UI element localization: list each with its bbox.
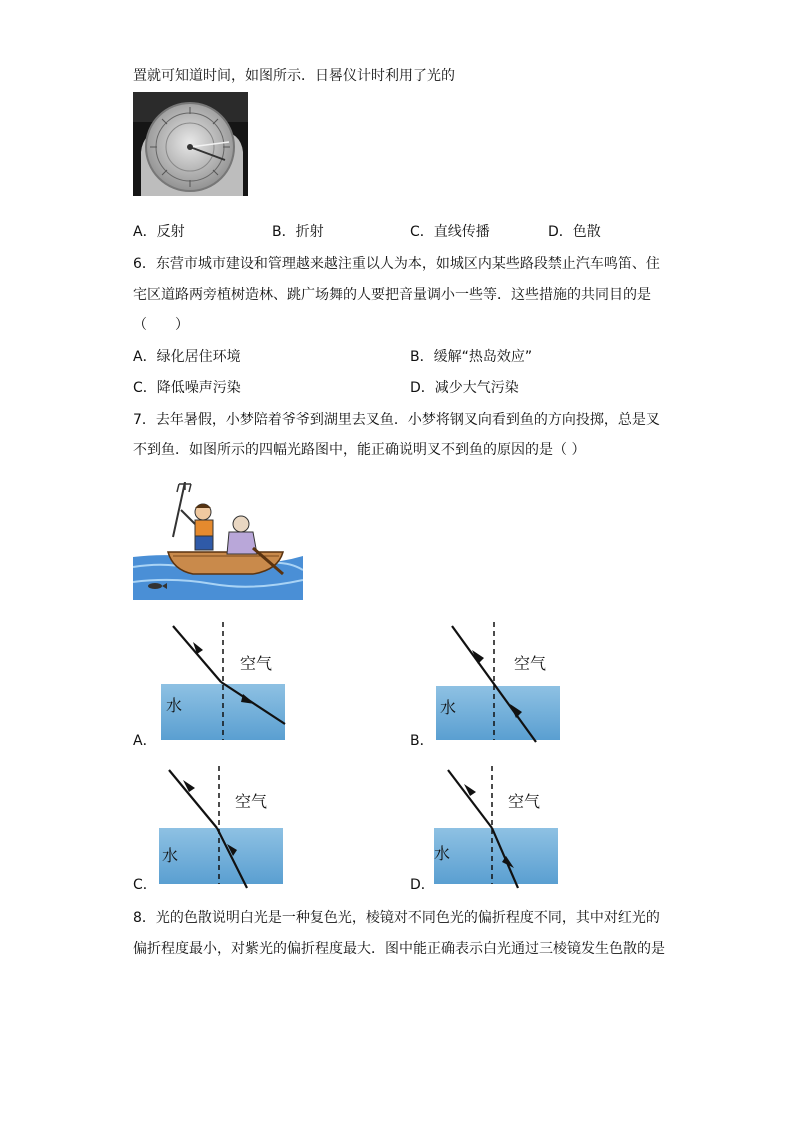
- q6-line-1: 6．东营市城市建设和管理越来越注重以人为本，如城区内某些路段禁止汽车鸣笛、住: [133, 256, 660, 272]
- diagram-b-letter: B．: [410, 733, 434, 749]
- diagram-b-air-label: 空气: [514, 654, 547, 673]
- q6-option-d: D．减少大气污染: [410, 380, 519, 396]
- q6-option-b: B．缓解“热岛效应”: [410, 349, 533, 365]
- diagram-c-letter: C．: [133, 877, 157, 893]
- q6-line-2: 宅区道路两旁植树造林、跳广场舞的人要把音量调小一些等．这些措施的共同目的是: [133, 287, 651, 303]
- diagram-c-water-label: 水: [162, 846, 179, 865]
- diagram-a: [155, 622, 290, 746]
- diagram-b: [432, 622, 567, 746]
- q7-line-2: 不到鱼．如图所示的四幅光路图中，能正确说明叉不到鱼的原因的是（ ）: [133, 442, 586, 458]
- diagram-d: [430, 766, 565, 890]
- q5-option-d: D．色散: [548, 224, 601, 240]
- diagram-d-water-label: 水: [434, 844, 451, 863]
- q7-line-1: 7．去年暑假，小梦陪着爷爷到湖里去叉鱼．小梦将钢叉向看到鱼的方向投掷，总是叉: [133, 412, 660, 428]
- sundial-image: [133, 92, 248, 196]
- q6-option-c: C．降低噪声污染: [133, 380, 241, 396]
- diagram-a-letter: A．: [133, 733, 157, 749]
- diagram-d-air-label: 空气: [508, 792, 541, 811]
- diagram-b-water-label: 水: [440, 698, 457, 717]
- fishing-boat-illustration: [133, 482, 303, 600]
- q6-option-a: A．绿化居住环境: [133, 349, 241, 365]
- diagram-a-air-label: 空气: [240, 654, 273, 673]
- q5-option-a: A．反射: [133, 224, 185, 240]
- q6-line-3: （ ）: [133, 317, 189, 333]
- diagram-c: [155, 766, 290, 890]
- q5-option-c: C．直线传播: [410, 224, 490, 240]
- q8-line-1: 8．光的色散说明白光是一种复色光，棱镜对不同色光的偏折程度不同，其中对红光的: [133, 910, 660, 926]
- q8-line-2: 偏折程度最小，对紫光的偏折程度最大．图中能正确表示白光通过三棱镜发生色散的是: [133, 941, 665, 957]
- diagram-c-air-label: 空气: [235, 792, 268, 811]
- q5-option-b: B．折射: [272, 224, 324, 240]
- q5-text: 置就可知道时间，如图所示．日晷仪计时利用了光的: [133, 68, 455, 84]
- diagram-a-water-label: 水: [166, 696, 183, 715]
- diagram-d-letter: D．: [410, 877, 435, 893]
